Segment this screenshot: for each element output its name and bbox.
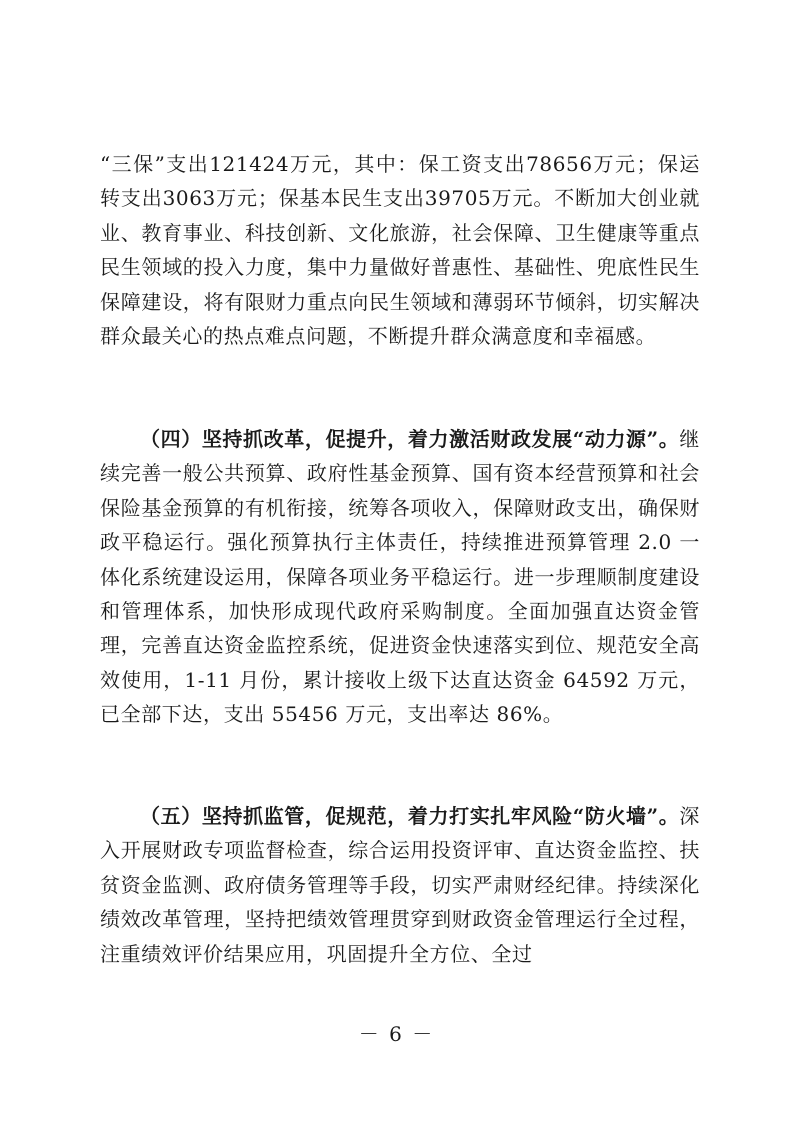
- section-five-body: 深入开展财政专项监督检查，综合运用投资评审、直达资金监控、扶贫资金监测、政府债务管理等手段，切实严肃财经纪律。持续深化绩效改革管理，坚持把绩效管理贯穿到财政资金管理运行全过程，注重绩效评价结果应用，巩固提升全方位、全过: [100, 804, 700, 966]
- section-five-heading: （五）坚持抓监管，促规范，着力打实扎牢风险“防火墙”。: [140, 804, 680, 828]
- section-four: [100, 422, 700, 732]
- paragraph-san-bao: [100, 147, 700, 353]
- section-four-block: [100, 422, 700, 732]
- section-four-body: 继续完善一般公共预算、政府性基金预算、国有资本经营预算和社会保险基金预算的有机衔接，统筹各项收入，保障财政支出，确保财政平稳运行。强化预算执行主体责任，持续推进预算管理 2.0 一体化系统建设运用，保障各项业务平稳运行。进一步理顺制度建设和管理体系，加快形成现代政府采购制度。全面加强直达资金管理，完善直达资金监控系统，促进资金快速落实到位、规范安全高效使用，1-11 月份，累计接收上级下达直达资金 64592 万元，已全部下达，支出 55456 万元，支出率达 86%。: [100, 427, 700, 727]
- paragraph-text: “三保”支出121424万元，其中：保工资支出78656万元；保运转支出3063万元；保基本民生支出39705万元。不断加大创业就业、教育事业、科技创新、文化旅游，社会保障、卫生健康等重点民生领域的投入力度，集中力量做好普惠性、基础性、兜底性民生保障建设，将有限财力重点向民生领域和薄弱环节倾斜，切实解决群众最关心的热点难点问题，不断提升群众满意度和幸福感。: [100, 152, 700, 349]
- section-five: [100, 799, 700, 971]
- section-five-block: [100, 799, 700, 971]
- section-four-heading: （四）坚持抓改革，促提升，着力激活财政发展“动力源”。: [140, 427, 680, 451]
- page-number: － 6 －: [358, 1022, 435, 1046]
